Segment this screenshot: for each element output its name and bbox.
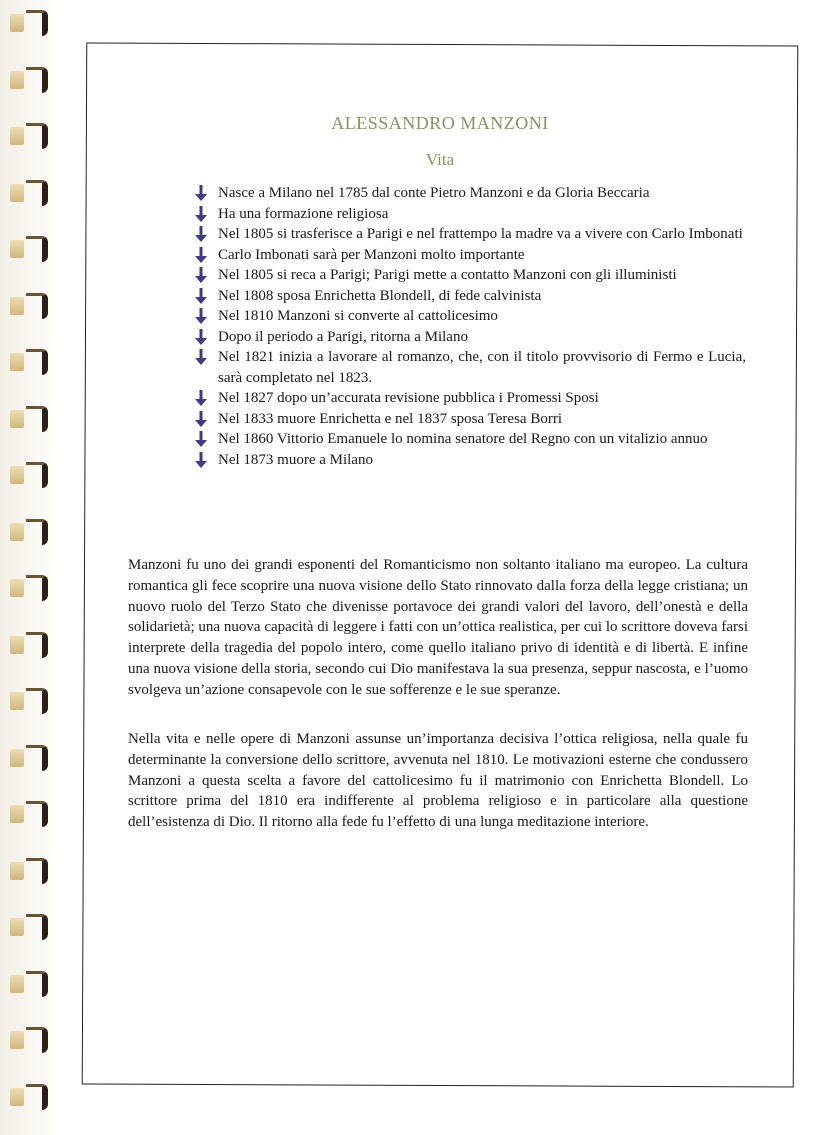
binding-ring [4, 971, 52, 997]
binding-ring [4, 688, 52, 714]
list-item-text: Nel 1805 si trasferisce a Parigi e nel frattempo la madre va a vivere con Carlo Imbonati [218, 226, 743, 242]
binding-ring [4, 236, 52, 262]
list-item [194, 286, 746, 307]
list-item-text: Nel 1827 dopo un’accurata revisione pubblica i Promessi Sposi [218, 390, 599, 406]
binding-ring [4, 123, 52, 149]
list-item-text: Nel 1860 Vittorio Emanuele lo nomina senatore del Regno con un vitalizio annuo [218, 431, 708, 447]
list-item [194, 245, 746, 266]
paragraph-religion: Nella vita e nelle opere di Manzoni assunse un’importanza decisiva l’ottica religiosa, nella quale fu determinante la conversione dello scrittore, avvenuta nel 1810. Le motivazioni esterne che condussero Manzoni a questa scelta a favore del cattolicesimo fu il matrimonio con Enrichetta Blondell. Lo scrittore prima del 1810 era indifferente al problema religioso e in particolare alla questione dell’esistenza di Dio. Il ritorno alla fede fu l’effetto di una lunga meditazione interiore. [128, 731, 748, 831]
biography-list [194, 183, 746, 470]
paragraph-romanticism: Manzoni fu uno dei grandi esponenti del Romanticismo non soltanto italiano ma europeo. La cultura romantica gli fece scoprire una nuova visione dello Stato rinnovato dalla forza della legge cristiana; un nuovo ruolo del Terzo Stato che divenisse portavoce dei grandi valori del lavoro, dell’onestà e della solidarietà; una nuova capacità di leggere i fatti con un’ottica realistica, per cui lo scrittore doveva farsi interprete della tragedia del popolo intero, come quello italiano privo di identità e di libertà. E infine una nuova visione della storia, secondo cui Dio manifestava la sua presenza, seppur nascosta, e l’uomo svolgeva un’azione consapevole con le sue sofferenze e le sue speranze. [128, 557, 748, 698]
arrow-down-icon [194, 247, 208, 263]
list-item [194, 224, 746, 245]
binding-ring [4, 745, 52, 771]
binding-ring [4, 10, 52, 36]
list-item-text: Nel 1821 inizia a lavorare al romanzo, che, con il titolo provvisorio di Fermo e Lucia, sarà completato nel 1823. [218, 349, 746, 386]
document-title: ALESSANDRO MANZONI [331, 113, 549, 133]
arrow-down-icon [194, 411, 208, 427]
binding-ring [4, 801, 52, 827]
arrow-down-icon [194, 206, 208, 222]
list-item [194, 204, 746, 225]
binding-ring [4, 349, 52, 375]
arrow-down-icon [194, 452, 208, 468]
binding-ring [4, 858, 52, 884]
binding-ring [4, 632, 52, 658]
arrow-down-icon [194, 185, 208, 201]
binding-ring [4, 462, 52, 488]
list-item [194, 409, 746, 430]
binding-ring [4, 293, 52, 319]
arrow-down-icon [194, 390, 208, 406]
arrow-down-icon [194, 431, 208, 447]
arrow-down-icon [194, 329, 208, 345]
list-item [194, 388, 746, 409]
binding-ring [4, 1084, 52, 1110]
arrow-down-icon [194, 288, 208, 304]
list-item-text: Nel 1805 si reca a Parigi; Parigi mette a contatto Manzoni con gli illuministi [218, 267, 677, 283]
list-item-text: Nel 1873 muore a Milano [218, 451, 373, 468]
list-item-text: Nel 1810 Manzoni si converte al cattolicesimo [218, 308, 498, 324]
arrow-down-icon [194, 226, 208, 242]
list-item [194, 183, 746, 204]
list-item-text: Nel 1833 muore Enrichetta e nel 1837 sposa Teresa Borri [218, 410, 562, 427]
arrow-down-icon [194, 349, 208, 365]
spiral-binding [0, 0, 60, 1135]
list-item-text: Nel 1808 sposa Enrichetta Blondell, di fede calvinista [218, 287, 542, 304]
arrow-down-icon [194, 267, 208, 283]
binding-ring [4, 180, 52, 206]
list-item-text: Ha una formazione religiosa [218, 205, 389, 222]
binding-ring [4, 1027, 52, 1053]
list-item [194, 306, 746, 327]
binding-ring [4, 575, 52, 601]
binding-ring [4, 519, 52, 545]
list-item [194, 265, 746, 286]
list-item [194, 450, 746, 471]
list-item [194, 327, 746, 348]
list-item-text: Dopo il periodo a Parigi, ritorna a Milano [218, 328, 468, 345]
binding-ring [4, 406, 52, 432]
list-item [194, 429, 746, 450]
binding-ring [4, 67, 52, 93]
arrow-down-icon [194, 308, 208, 324]
binding-ring [4, 914, 52, 940]
section-subtitle: Vita [425, 150, 455, 169]
list-item [194, 347, 746, 388]
list-item-text: Carlo Imbonati sarà per Manzoni molto importante [218, 246, 525, 263]
list-item-text: Nasce a Milano nel 1785 dal conte Pietro Manzoni e da Gloria Beccaria [218, 185, 650, 201]
